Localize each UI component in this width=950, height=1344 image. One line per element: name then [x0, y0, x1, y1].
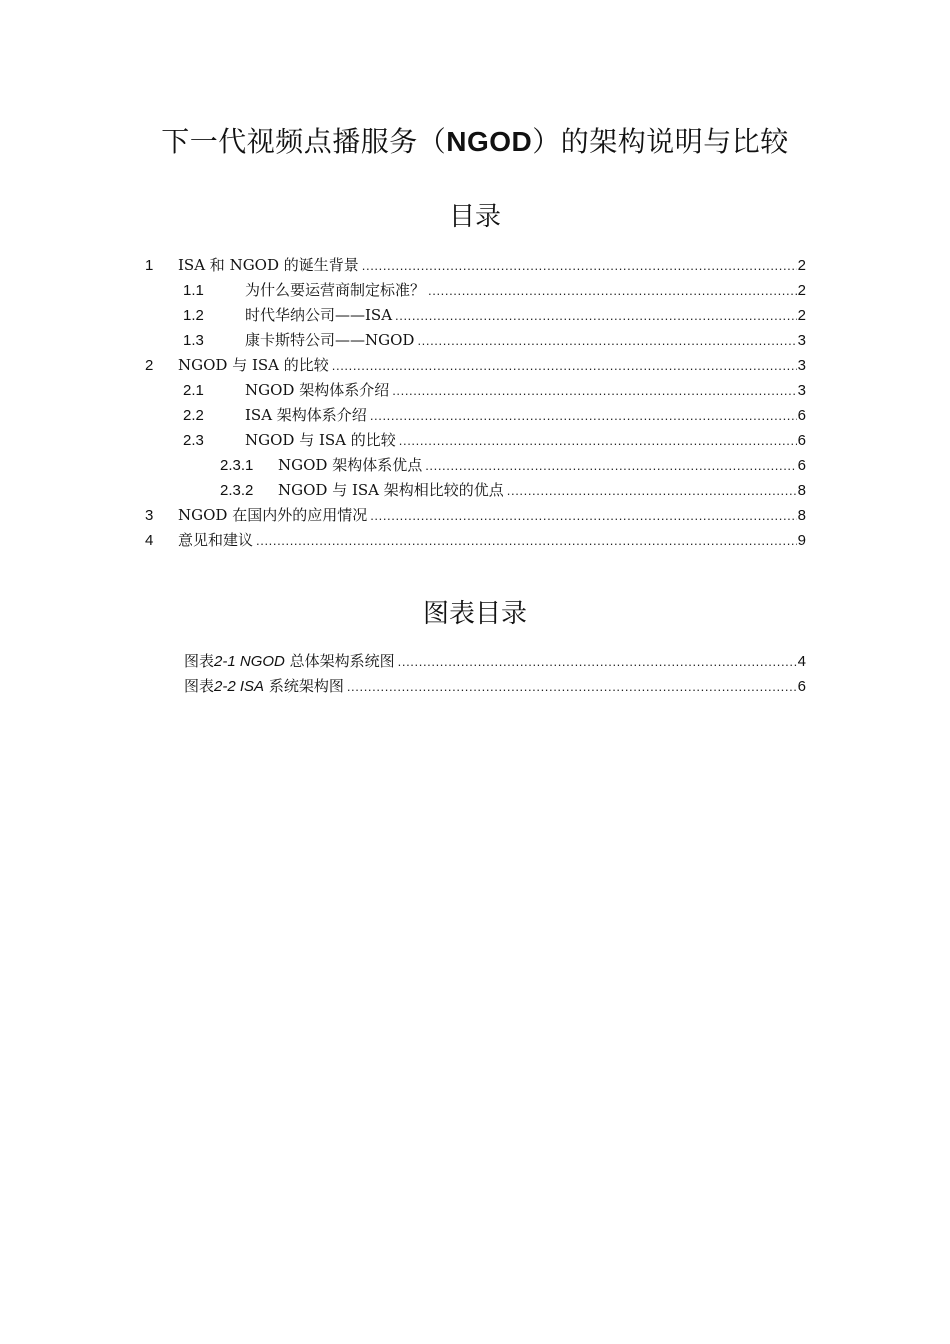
toc-entry-page: 2: [797, 257, 806, 274]
dot-leader: [395, 303, 797, 328]
toc-entry-page: 8: [797, 507, 806, 524]
toc-entry-text: NGOD 在国内外的应用情况: [178, 506, 368, 524]
document-title-prefix: 下一代视频点播服务（: [161, 125, 447, 158]
toc-entry-number: 4: [145, 532, 154, 549]
toc-entry-page: 6: [797, 407, 806, 424]
toc-entry-number: 2.1: [183, 382, 204, 399]
toc-entry-text: ISA 和 NGOD 的诞生背景: [178, 256, 359, 274]
toc-entry[interactable]: [0, 503, 950, 528]
toc-entry[interactable]: [0, 328, 950, 353]
figure-entry-label: 2-1 NGOD: [214, 653, 285, 670]
toc-entry-number: 2.3.1: [220, 457, 254, 474]
figure-entry-caption: 总体架构系统图: [289, 652, 395, 670]
figure-entry[interactable]: [0, 649, 950, 674]
toc-entry-text: NGOD 架构体系介绍: [245, 381, 390, 399]
figure-entry-prefix: 图表: [184, 677, 215, 695]
figure-entry-prefix: 图表: [184, 652, 215, 670]
toc-entry[interactable]: [0, 478, 950, 503]
figure-entry-text: [184, 649, 398, 674]
dot-leader: [332, 353, 797, 378]
toc-entry[interactable]: [0, 303, 950, 328]
toc-entry[interactable]: [0, 353, 950, 378]
dot-leader: [399, 428, 797, 453]
toc-heading: 目录: [448, 202, 501, 232]
toc-entry-page: 3: [797, 382, 806, 399]
toc-entry-number: 2: [145, 357, 154, 374]
toc-entry-page: 2: [797, 307, 806, 324]
toc-entry-number: 1.2: [183, 307, 204, 324]
toc-entry-page: 8: [797, 482, 806, 499]
toc-entry[interactable]: [0, 378, 950, 403]
dot-leader: [362, 253, 797, 278]
toc-entry-text: ISA 架构体系介绍: [245, 406, 367, 424]
toc-entry-text: NGOD 与 ISA 的比较: [178, 356, 329, 374]
toc-entry-page: 9: [797, 532, 806, 549]
dot-leader: [370, 503, 796, 528]
toc-entry-text: NGOD 与 ISA 架构相比较的优点: [278, 481, 504, 499]
dot-leader: [256, 528, 797, 553]
list-of-figures: [0, 649, 950, 699]
toc-entry[interactable]: [0, 428, 950, 453]
figures-heading: 图表目录: [422, 599, 527, 629]
document-title: [0, 120, 950, 160]
dot-leader: [417, 328, 796, 353]
toc-entry[interactable]: [0, 253, 950, 278]
dot-leader: [370, 403, 797, 428]
figure-entry-label: 2-2 ISA: [214, 678, 265, 695]
toc-entry-text: 时代华纳公司——ISA: [245, 306, 393, 324]
document-title-suffix: ）的架构说明与比较: [532, 125, 789, 158]
figure-entry-caption: 系统架构图: [268, 677, 344, 695]
toc-entry-text: 康卡斯特公司——NGOD: [245, 331, 415, 349]
figure-entry[interactable]: [0, 674, 950, 699]
toc-entry-text: 为什么要运营商制定标准？: [245, 281, 426, 299]
dot-leader: [392, 378, 796, 403]
toc-entry[interactable]: [0, 453, 950, 478]
toc-entry-number: 2.2: [183, 407, 204, 424]
figure-entry-page: 6: [797, 678, 806, 695]
dot-leader: [347, 674, 797, 699]
dot-leader: [425, 453, 796, 478]
toc-entry[interactable]: [0, 278, 950, 303]
toc-entry-text: 意见和建议: [178, 531, 254, 549]
toc-entry-page: 6: [797, 457, 806, 474]
toc-entry-page: 6: [797, 432, 806, 449]
toc-entry-page: 3: [797, 332, 806, 349]
document-title-bold: NGOD: [446, 126, 533, 157]
dot-leader: [428, 278, 797, 303]
figure-entry-page: 4: [797, 653, 806, 670]
toc-entry-page: 2: [797, 282, 806, 299]
dot-leader: [507, 478, 797, 503]
toc-entry-number: 1: [145, 257, 154, 274]
toc-entry[interactable]: [0, 403, 950, 428]
dot-leader: [398, 649, 797, 674]
toc-entry-number: 1.1: [183, 282, 204, 299]
toc-entry-text: NGOD 与 ISA 的比较: [245, 431, 396, 449]
toc-entry-page: 3: [797, 357, 806, 374]
toc-entry-number: 2.3.2: [220, 482, 254, 499]
table-of-contents: [0, 253, 950, 553]
figure-entry-text: [184, 674, 347, 699]
toc-entry-number: 3: [145, 507, 154, 524]
toc-entry-number: 1.3: [183, 332, 204, 349]
toc-entry-number: 2.3: [183, 432, 204, 449]
toc-entry[interactable]: [0, 528, 950, 553]
toc-entry-text: NGOD 架构体系优点: [278, 456, 423, 474]
